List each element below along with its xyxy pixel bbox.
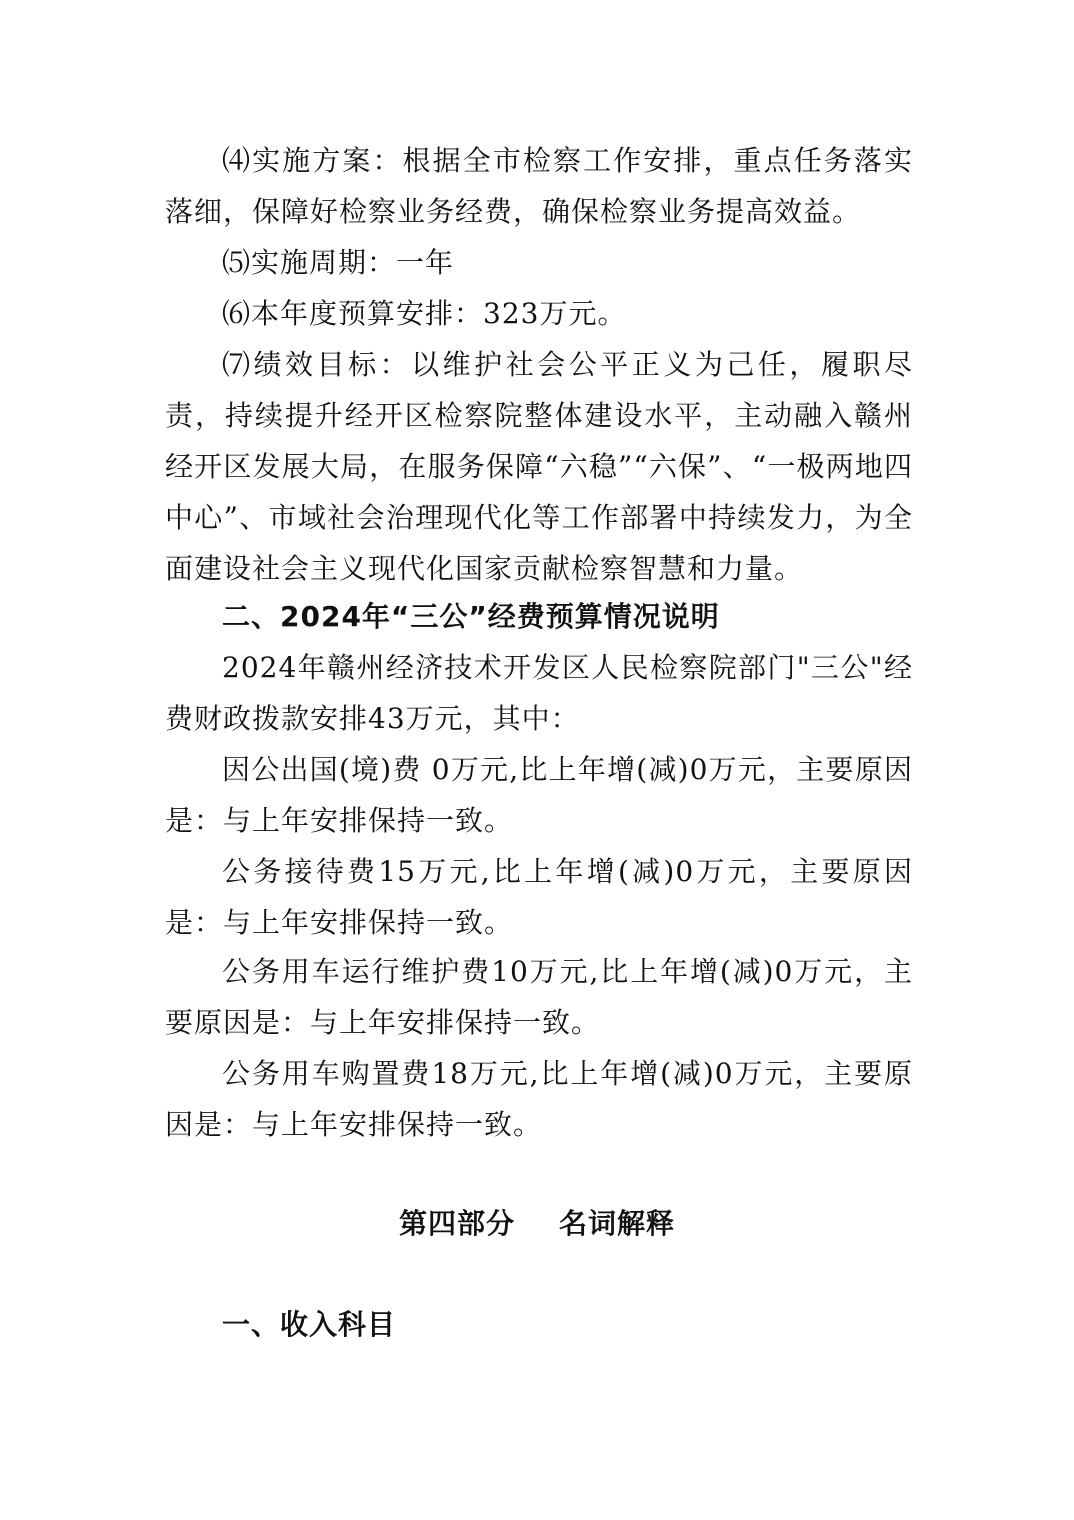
- vehicle-purchase-paragraph: 公务用车购置费18万元,比上年增(减)0万元，主要原因是：与上年安排保持一致。: [165, 1057, 913, 1141]
- vehicle-operation-paragraph: 公务用车运行维护费10万元,比上年增(减)0万元，主要原因是：与上年安排保持一致。: [165, 955, 913, 1039]
- part-label: 第四部分: [398, 1207, 515, 1240]
- item-6-budget-arrangement: ⑹本年度预算安排：323万元。: [222, 297, 627, 330]
- section-heading-three-public-funds: 二、2024年“三公”经费预算情况说明: [222, 600, 720, 633]
- three-public-intro-paragraph: 2024年赣州经济技术开发区人民检察院部门"三公"经费财政拨款安排43万元，其中：: [165, 651, 913, 735]
- income-items-subheading: 一、收入科目: [222, 1308, 397, 1341]
- item-5-implementation-period: ⑸实施周期：一年: [222, 246, 455, 279]
- item-4-implementation-plan: ⑷实施方案：根据全市检察工作安排，重点任务落实落细，保障好检察业务经费，确保检察业务提高效益。: [165, 144, 913, 228]
- item-7-performance-goal: ⑺绩效目标：以维护社会公平正义为己任，履职尽责，持续提升经开区检察院整体建设水平，主动融入赣州经开区发展大局，在服务保障“六稳”“六保”、“一极两地四中心”、市域社会治理现代化等工作部署中持续发力，为全面建设社会主义现代化国家贡献检察智慧和力量。: [165, 348, 913, 585]
- reception-fee-paragraph: 公务接待费15万元,比上年增(减)0万元，主要原因是：与上年安排保持一致。: [165, 855, 913, 939]
- part-four-title: [0, 1198, 1074, 1249]
- overseas-travel-paragraph: 因公出国(境)费 0万元,比上年增(减)0万元，主要原因是：与上年安排保持一致。: [165, 753, 913, 837]
- part-name: 名词解释: [559, 1207, 676, 1240]
